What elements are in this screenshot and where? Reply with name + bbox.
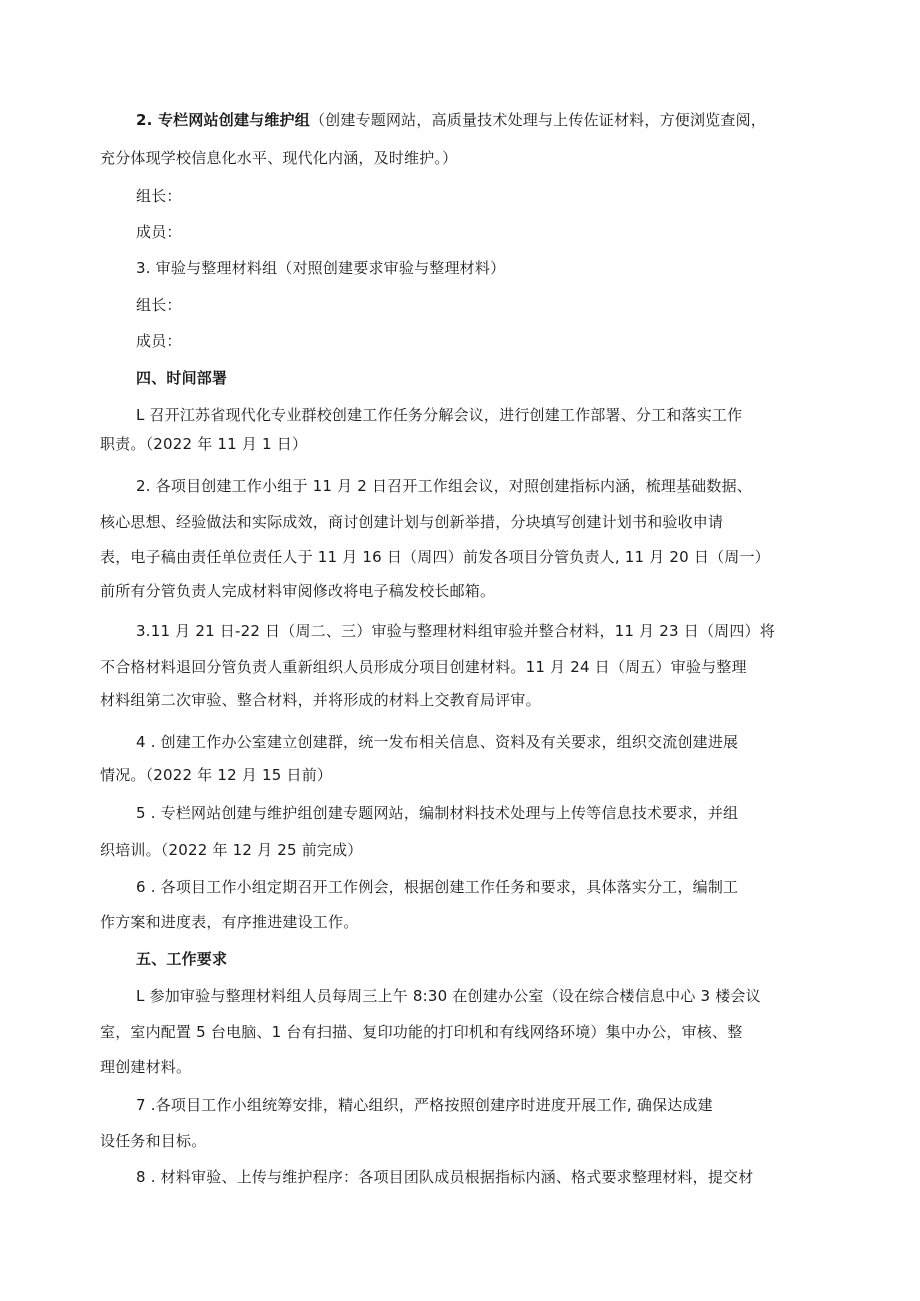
section2-line1 — [136, 109, 766, 131]
part4-item2-line3: 表，电子稿由责任单位责任人于 11 月 16 日（周四）前发各项目分管负责人, 11 月 20 日（周一） — [100, 548, 770, 566]
section3-members: 成员： — [136, 332, 182, 350]
part5-item1-line2: 室，室内配置 5 台电脑、1 台有扫描、复印功能的打印机和有线网络环境）集中办公，审核、整 — [100, 1023, 743, 1041]
part4-item6-line2: 作方案和进度表，有序推进建设工作。 — [100, 913, 359, 931]
part4-item5-line2: 织培训。（2022 年 12 月 25 前完成） — [100, 841, 363, 859]
part4-item2-line1: 2. 各项目创建工作小组于 11 月 2 日召开工作组会议，对照创建指标内涵，梳理基础数据、 — [136, 477, 752, 495]
section2-leader: 组长： — [136, 187, 182, 205]
part4-item3-line1: 3.11 月 21 日-22 日（周二、三）审验与整理材料组审验并整合材料，11 月 23 日（周四）将 — [136, 622, 775, 640]
part5-title: 五、工作要求 — [136, 950, 228, 968]
part5-item1-line1: L 参加审验与整理材料组人员每周三上午 8:30 在创建办公室（设在综合楼信息中心 3 楼会议 — [136, 987, 761, 1005]
part5-item7-line1: 7 .各项目工作小组统筹安排，精心组织，严格按照创建序时进度开展工作, 确保达成建 — [136, 1096, 713, 1114]
part4-title: 四、时间部署 — [136, 369, 228, 387]
section3-leader: 组长： — [136, 296, 182, 314]
part4-item5-line1: 5 . 专栏网站创建与维护组创建专题网站，编制材料技术处理与上传等信息技术要求，并组 — [136, 804, 739, 822]
part4-item4-line1: 4 . 创建工作办公室建立创建群，统一发布相关信息、资料及有关要求，组织交流创建进展 — [136, 733, 739, 751]
part5-item1-line3: 理创建材料。 — [100, 1058, 192, 1076]
part4-item1-line1: L 召开江苏省现代化专业群校创建工作任务分解会议，进行创建工作部署、分工和落实工作 — [136, 406, 743, 424]
part4-item2-line4: 前所有分管负责人完成材料审阅修改将电子稿发校长邮箱。 — [100, 582, 496, 600]
part4-item1-line2: 职责。（2022 年 11 月 1 日） — [100, 435, 308, 453]
section3-heading: 3. 审验与整理材料组（对照创建要求审验与整理材料） — [136, 259, 506, 277]
section2-heading: 2. 专栏网站创建与维护组 — [136, 111, 310, 129]
part4-item2-line2: 核心思想、经验做法和实际成效，商讨创建计划与创新举措，分块填写创建计划书和验收申请 — [100, 513, 724, 531]
part4-item3-line2: 不合格材料退回分管负责人重新组织人员形成分项目创建材料。11 月 24 日（周五）审验与整理 — [100, 658, 747, 676]
part4-item4-line2: 情况。（2022 年 12 月 15 日前） — [100, 766, 333, 784]
part4-item6-line1: 6 . 各项目工作小组定期召开工作例会，根据创建工作任务和要求，具体落实分工，编制工 — [136, 878, 739, 896]
part4-item3-line3: 材料组第二次审验、整合材料，并将形成的材料上交教育局评审。 — [100, 691, 541, 709]
part5-item8-line1: 8 . 材料审验、上传与维护程序：各项目团队成员根据指标内涵、格式要求整理材料，提交材 — [136, 1168, 754, 1186]
part5-item7-line2: 设任务和目标。 — [100, 1132, 207, 1150]
section2-members: 成员： — [136, 223, 182, 241]
section2-desc-cont: 充分体现学校信息化水平、现代化内涵，及时维护。） — [100, 149, 458, 167]
section2-desc: （创建专题网站，高质量技术处理与上传佐证材料，方便浏览查阅， — [309, 111, 766, 129]
